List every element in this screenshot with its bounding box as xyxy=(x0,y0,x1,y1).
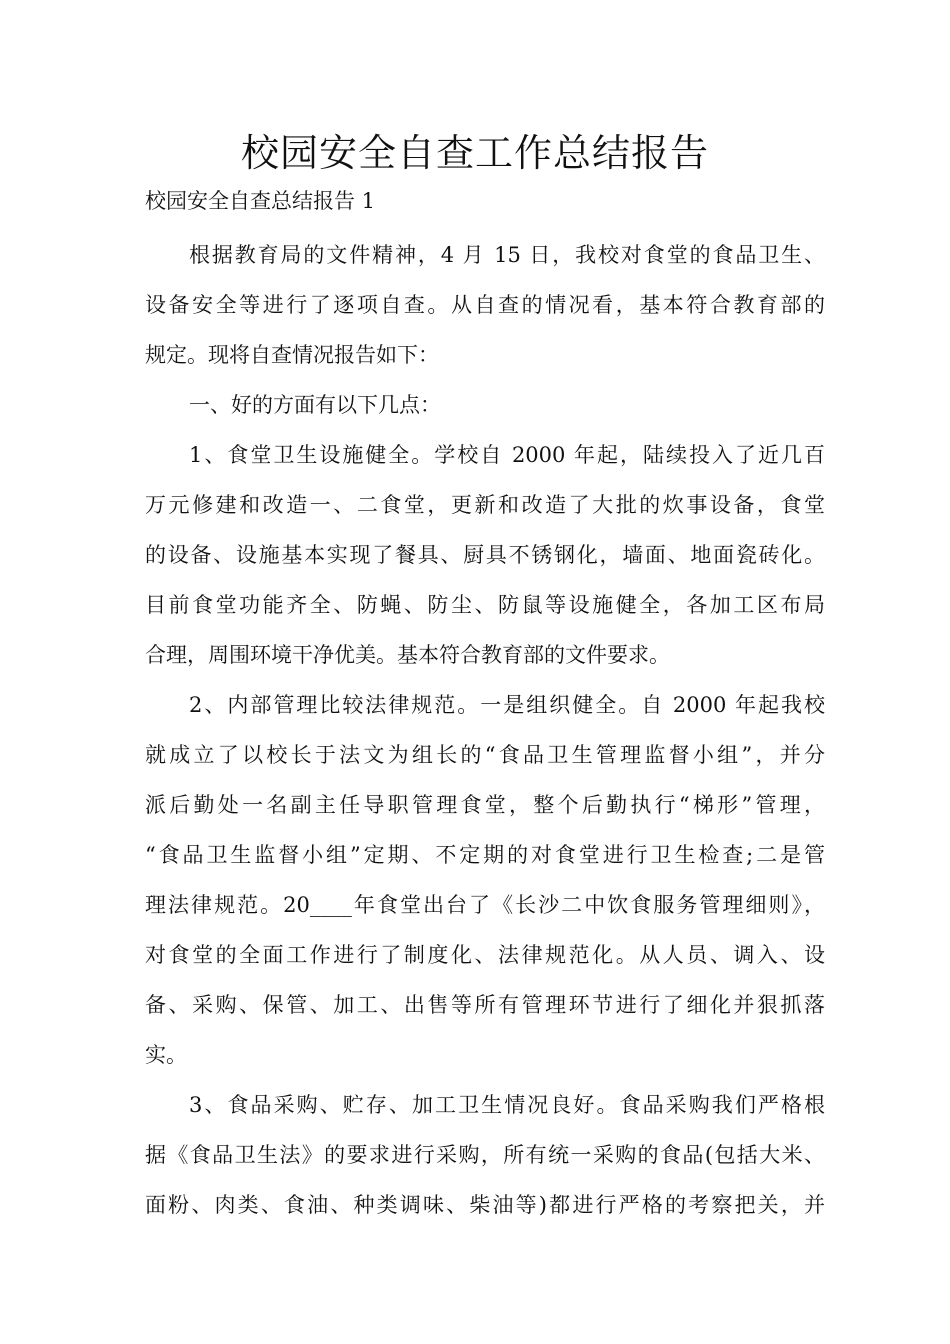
document-subtitle: 校园安全自查总结报告 1 xyxy=(145,189,376,213)
paragraph-line: 面粉、肉类、食油、种类调味、柴油等)都进行严格的考察把关，并 xyxy=(145,1193,825,1217)
paragraph-line: 规定。现将自查情况报告如下： xyxy=(145,343,439,367)
paragraph-line: 一、好的方面有以下几点： xyxy=(189,393,441,417)
paragraph-line: 合理，周围环境干净优美。基本符合教育部的文件要求。 xyxy=(145,643,670,667)
paragraph-line: 就成立了以校长于法文为组长的“食品卫生管理监督小组”，并分 xyxy=(145,743,825,767)
paragraph-line: 目前食堂功能齐全、防蝇、防尘、防鼠等设施健全，各加工区布局 xyxy=(145,593,825,617)
document-body xyxy=(145,230,825,1230)
paragraph-line: 万元修建和改造一、二食堂，更新和改造了大批的炊事设备，食堂 xyxy=(145,493,825,517)
paragraph-line: 对食堂的全面工作进行了制度化、法律规范化。从人员、调入、设 xyxy=(145,943,825,967)
paragraph-point-2 xyxy=(145,680,825,1080)
paragraph-point-3 xyxy=(145,1080,825,1230)
paragraph-line: 设备安全等进行了逐项自查。从自查的情况看，基本符合教育部的 xyxy=(145,293,825,317)
paragraph-point-1 xyxy=(145,430,825,680)
paragraph-line: 理法律规范。20____年食堂出台了《长沙二中饮食服务管理细则》， xyxy=(145,893,825,917)
paragraph-line: 备、采购、保管、加工、出售等所有管理环节进行了细化并狠抓落 xyxy=(145,993,825,1017)
paragraph-line: 1、食堂卫生设施健全。学校自 2000 年起，陆续投入了近几百 xyxy=(189,443,825,467)
paragraph-line: 据《食品卫生法》的要求进行采购，所有统一采购的食品(包括大米、 xyxy=(145,1143,825,1167)
document-title: 校园安全自查工作总结报告 xyxy=(240,131,709,175)
paragraph-line: 2、内部管理比较法律规范。一是组织健全。自 2000 年起我校 xyxy=(189,693,825,717)
paragraph-line: 根据教育局的文件精神，4 月 15 日，我校对食堂的食品卫生、 xyxy=(189,243,825,267)
section-heading xyxy=(145,380,825,430)
paragraph-line: 的设备、设施基本实现了餐具、厨具不锈钢化，墙面、地面瓷砖化。 xyxy=(145,543,825,567)
paragraph-line: 3、食品采购、贮存、加工卫生情况良好。食品采购我们严格根 xyxy=(189,1093,825,1117)
paragraph-line: 实。 xyxy=(145,1043,187,1067)
paragraph-line: 派后勤处一名副主任导职管理食堂，整个后勤执行“梯形”管理， xyxy=(145,793,825,817)
paragraph-intro xyxy=(145,230,825,380)
paragraph-line: “食品卫生监督小组”定期、不定期的对食堂进行卫生检查;二是管 xyxy=(145,843,825,867)
